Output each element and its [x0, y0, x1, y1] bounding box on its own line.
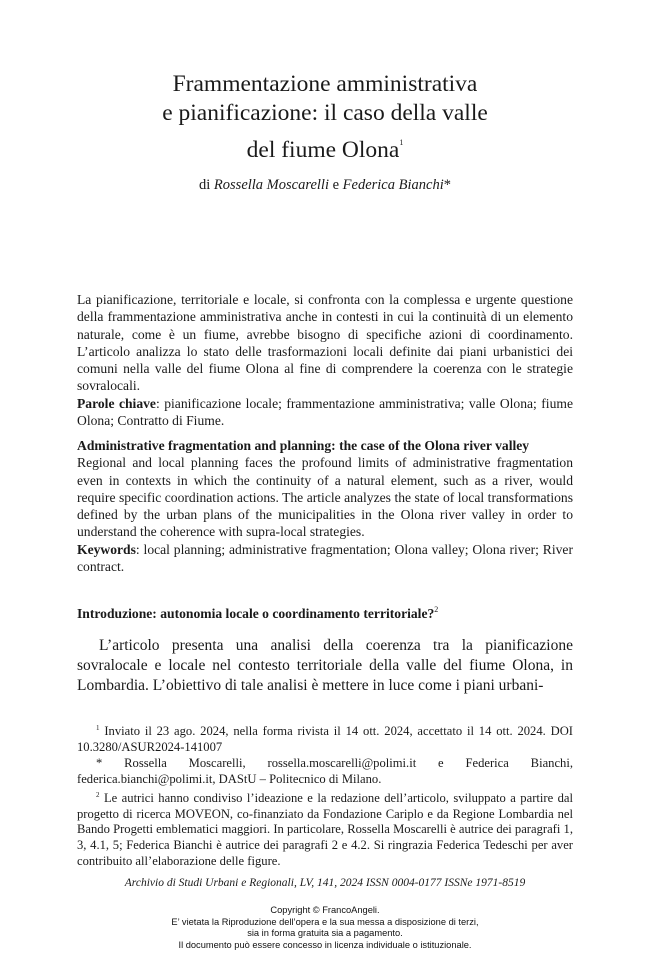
article-title — [0, 70, 650, 165]
footnote-star — [77, 756, 573, 788]
section-heading-text: Introduzione: autonomia locale o coordinamento territoriale? — [77, 606, 435, 621]
footnote-1-mark: 1 — [96, 724, 100, 732]
journal-citation: Archivio di Studi Urbani e Regionali, LV, 141, 2024 ISSN 0004-0177 ISSNe 1971-8519 — [124, 877, 526, 889]
section-footnote-ref: 2 — [434, 605, 439, 614]
title-line-3-text: del fiume Olona — [246, 137, 400, 163]
author-prefix: di — [199, 177, 211, 193]
copyright-line-3: sia in forma gratuita sia a pagamento. — [247, 928, 403, 939]
author-mark: * — [443, 177, 451, 193]
title-line-3 — [0, 128, 650, 165]
title-line-1: Frammentazione amministrativa — [172, 71, 478, 97]
footnote-star-text: Rossella Moscarelli, rossella.moscarelli@polimi.it e Federica Bianchi, federica.bianchi@polimi.it, DAStU – Politecnico di Milano. — [77, 755, 573, 786]
title-footnote-ref: 1 — [399, 138, 404, 147]
section-heading — [77, 605, 438, 622]
title-line-2: e pianificazione: il caso della valle — [162, 100, 488, 126]
keywords-it: : pianificazione locale; frammentazione amministrativa; valle Olona; fiume Olona; Contratto di Fiume. — [77, 395, 573, 429]
copyright-line-2: E’ vietata la Riproduzione dell’opera e la sua messa a disposizione di terzi, — [171, 916, 479, 927]
author-2: Federica Bianchi — [342, 177, 444, 193]
keywords-en-label: Keywords — [77, 541, 136, 557]
author-1: Rossella Moscarelli — [213, 177, 329, 193]
footnote-2-mark: 2 — [96, 790, 100, 799]
keywords-en: : local planning; administrative fragmentation; Olona valley; Olona river; River contract. — [77, 541, 573, 575]
abstract-en-text: Regional and local planning faces the profound limits of administrative fragmentation even in contexts in which the continuity of a natural element, such as a river, would require specific coordination actions. The article analyzes the state of local transformations defined by the urban plans of the municipalities in the Olona river valley in order to understand the coherence with supra-local strategies. — [77, 455, 573, 540]
footnotes — [77, 721, 573, 870]
abstract-it-text: La pianificazione, territoriale e locale, si confronta con la complessa e urgente questione della frammentazione amministrativa anche in contesti in cui la continuità di un elemento naturale, come è un fiume, avrebbe bisogno di specifiche azioni di coordinamento. L’articolo analizza lo stato delle trasformazioni locali definite dai piani urbanistici dei comuni nella valle del fiume Olona al fine di comprendere la coerenza con le strategie sovralocali. — [77, 292, 573, 394]
abstract-english — [77, 437, 573, 575]
keywords-it-label: Parole chiave — [77, 395, 156, 411]
intro-paragraph — [77, 636, 573, 696]
footnote-star-mark: * — [96, 755, 103, 770]
copyright-line-4: Il documento può essere concesso in licenza individuale o istituzionale. — [178, 940, 472, 951]
intro-text: L’articolo presenta una analisi della coerenza tra la pianificazione sovralocale e locale nel contesto territoriale della valle del fiume Olona, in Lombardia. L’obiettivo di tale analisi è mettere in luce come i piani urbani- — [77, 637, 573, 694]
copyright-notice — [0, 905, 650, 952]
author-line — [0, 177, 650, 194]
footnote-1 — [77, 721, 573, 756]
copyright-line-1: Copyright © FrancoAngeli. — [270, 905, 380, 915]
author-conjunction: e — [332, 177, 340, 193]
footnote-2-text: Le autrici hanno condiviso l’ideazione e la redazione dell’articolo, sviluppato a partire dal progetto di ricerca MOVEON, co-finanziato da Fondazione Cariplo e da Regione Lombardia nel Bando Progetti emblematici maggiori. In particolare, Rossella Moscarelli è autrice dei paragrafi 1, 3, 4.1, 5; Federica Bianchi è autrice dei paragrafi 2 e 4.2. Si ringrazia Federica Tedeschi per aver contribuito all’elaborazione delle figure. — [77, 790, 573, 869]
footnote-2 — [77, 788, 573, 871]
footnote-1-text: Inviato il 23 ago. 2024, nella forma rivista il 14 ott. 2024, accettato il 14 ott. 2024. DOI 10.3280/ASUR2024-141007 — [77, 724, 573, 754]
abstract-italian — [77, 291, 573, 429]
abstract-en-title: Administrative fragmentation and planning: the case of the Olona river valley — [77, 438, 530, 453]
